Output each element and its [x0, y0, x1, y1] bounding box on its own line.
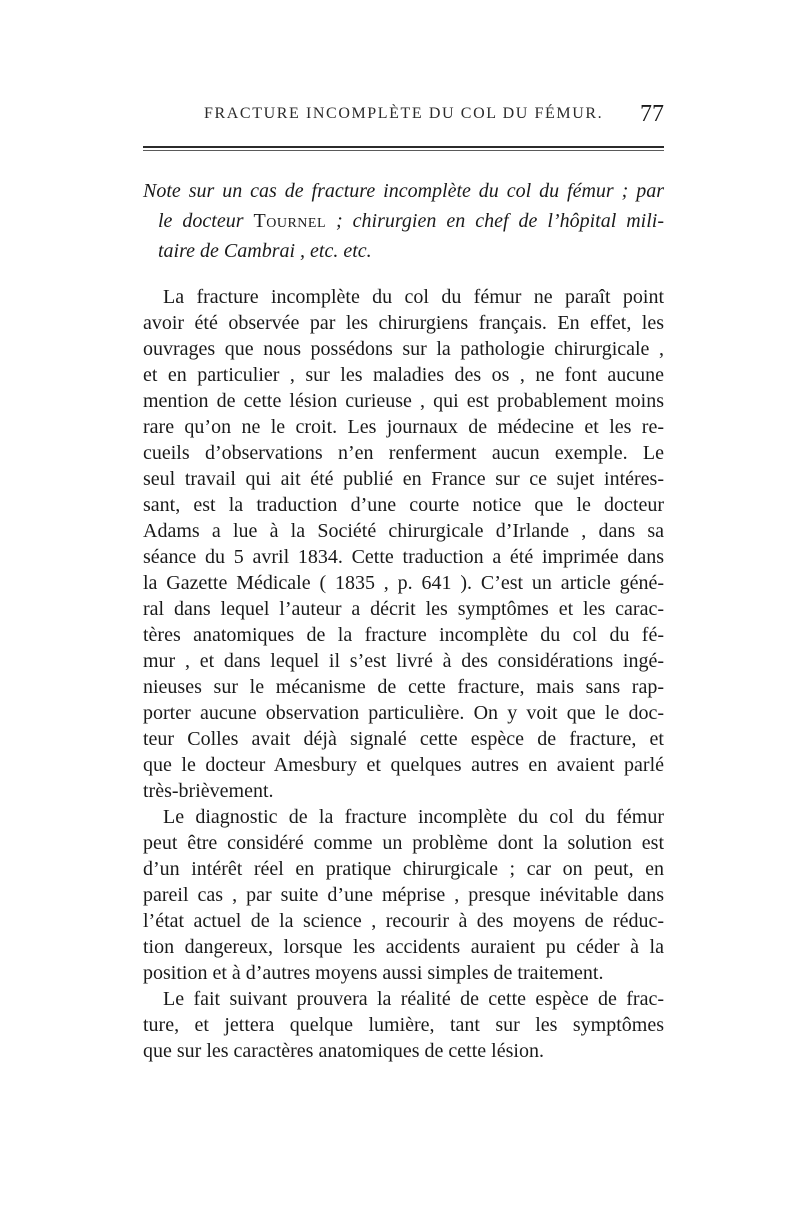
note-heading-line-2-suffix: ; chirurgien en chef de l’hôpital mili-: [326, 210, 665, 232]
note-heading-line-1: Note sur un cas de fracture incomplète du col du fémur ; par: [143, 180, 664, 202]
text-line: Le diagnostic de la fracture incomplète du col du fémur: [163, 806, 664, 828]
text-line: que le docteur Amesbury et quelques autres en avaient parlé: [143, 754, 664, 776]
note-heading-line-2-prefix: le docteur: [158, 210, 254, 232]
text-line: teur Colles avait déjà signalé cette espèce de fracture, et: [143, 728, 664, 750]
text-line: porter aucune observation particulière. On y voit que le doc-: [143, 702, 664, 724]
text-line: peut être considéré comme un problème dont la solution est: [143, 832, 664, 854]
text-line: position et à d’autres moyens aussi simples de traitement.: [143, 962, 604, 984]
text-line: sant, est la traduction d’une courte notice que le docteur: [143, 494, 664, 516]
running-head: [204, 101, 664, 129]
text-line: pareil cas , par suite d’une méprise , presque inévitable dans: [143, 884, 664, 906]
header-rule-thin: [143, 150, 664, 151]
text-line: tères anatomiques de la fracture incomplète du col du fé-: [143, 624, 664, 646]
author-name: Tournel: [253, 210, 327, 232]
text-line: mur , et dans lequel il s’est livré à des considérations ingé-: [143, 650, 664, 672]
note-heading-line-2: [143, 206, 664, 236]
running-title: FRACTURE INCOMPLÈTE DU COL DU FÉMUR.: [204, 105, 604, 122]
text-line: nieuses sur le mécanisme de cette fracture, mais sans rap-: [143, 676, 664, 698]
text-line: et en particulier , sur les maladies des os , ne font aucune: [143, 364, 664, 386]
text-line: ouvrages que nous possédons sur la pathologie chirurgicale ,: [143, 338, 664, 360]
text-line: que sur les caractères anatomiques de cette lésion.: [143, 1040, 544, 1062]
note-heading: [143, 176, 664, 266]
text-line: cueils d’observations n’en renferment aucun exemple. Le: [143, 442, 664, 464]
text-line: tion dangereux, lorsque les accidents auraient pu céder à la: [143, 936, 664, 958]
text-line: ture, et jettera quelque lumière, tant sur les symptômes: [143, 1014, 664, 1036]
header-rule-thick: [143, 146, 664, 148]
page-number: 77: [640, 101, 664, 127]
text-line: l’état actuel de la science , recourir à des moyens de réduc-: [143, 910, 664, 932]
text-line: Adams a lue à la Société chirurgicale d’Irlande , dans sa: [143, 520, 664, 542]
text-line: d’un intérêt réel en pratique chirurgicale ; car on peut, en: [143, 858, 664, 880]
note-heading-line-3: taire de Cambrai , etc. etc.: [158, 240, 372, 262]
text-line: la Gazette Médicale ( 1835 , p. 641 ). C’est un article géné-: [143, 572, 664, 594]
text-line: séance du 5 avril 1834. Cette traduction a été imprimée dans: [143, 546, 664, 568]
text-line: Le fait suivant prouvera la réalité de cette espèce de frac-: [163, 988, 664, 1010]
text-line: ral dans lequel l’auteur a décrit les symptômes et les carac-: [143, 598, 664, 620]
text-line: seul travail qui ait été publié en France sur ce sujet intéres-: [143, 468, 664, 490]
text-line: rare qu’on ne le croit. Les journaux de médecine et les re-: [143, 416, 664, 438]
text-line: mention de cette lésion curieuse , qui est probablement moins: [143, 390, 664, 412]
text-line: avoir été observée par les chirurgiens français. En effet, les: [143, 312, 664, 334]
text-line: très-brièvement.: [143, 780, 274, 802]
text-line: La fracture incomplète du col du fémur ne paraît point: [163, 286, 664, 308]
body-text: [143, 284, 664, 1064]
